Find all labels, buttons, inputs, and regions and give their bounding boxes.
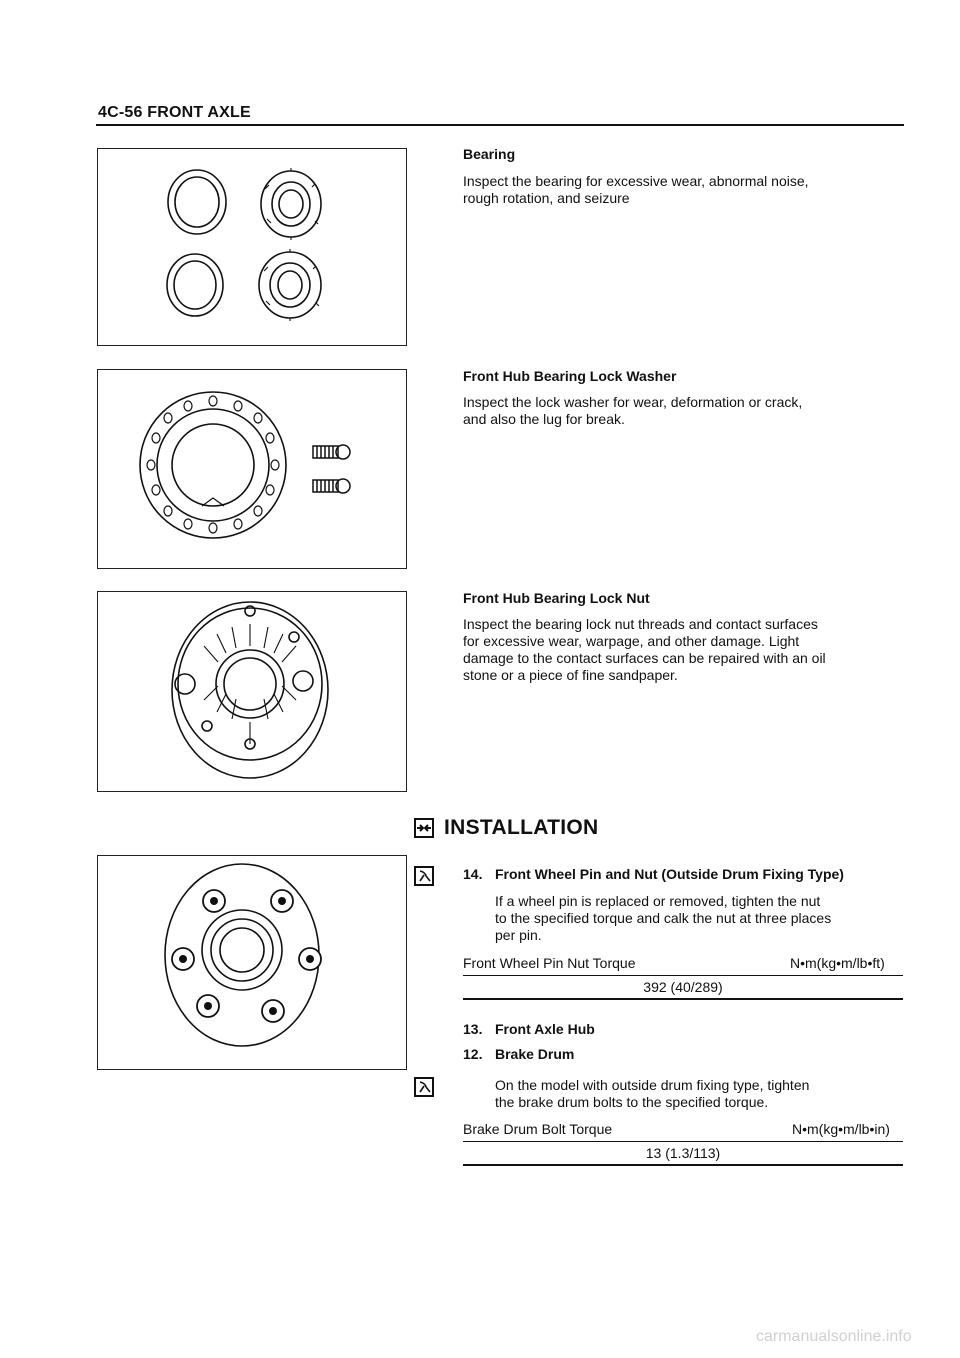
text-line: damage to the contact surfaces can be repaired with an oil bbox=[463, 650, 826, 666]
step-12-title: Brake Drum bbox=[495, 1046, 575, 1062]
torque-table-rule bbox=[463, 1141, 903, 1142]
text-line: stone or a piece of fine sandpaper. bbox=[463, 667, 678, 683]
bearing-figure bbox=[97, 148, 407, 346]
pin-nut-torque-label: Front Wheel Pin Nut Torque bbox=[463, 955, 636, 971]
lock-nut-figure bbox=[97, 591, 407, 792]
step-13-number: 13. bbox=[463, 1021, 483, 1037]
text-line: Inspect the bearing for excessive wear, abnormal noise, bbox=[463, 173, 809, 189]
lock-nut-heading: Front Hub Bearing Lock Nut bbox=[463, 590, 650, 606]
text-line: for excessive wear, warpage, and other damage. Light bbox=[463, 633, 800, 649]
text-line: Inspect the bearing lock nut threads and contact surfaces bbox=[463, 616, 818, 632]
step-12-text bbox=[495, 1077, 809, 1111]
lock-washer-heading: Front Hub Bearing Lock Washer bbox=[463, 368, 677, 384]
text-line: per pin. bbox=[495, 927, 542, 943]
torque-wrench-icon bbox=[414, 866, 434, 886]
bearing-text bbox=[463, 173, 809, 207]
step-12-number: 12. bbox=[463, 1046, 483, 1062]
torque-table-bottom-rule bbox=[463, 1164, 903, 1166]
step-14-number: 14. bbox=[463, 866, 483, 882]
lock-nut-illustration bbox=[98, 592, 406, 791]
lock-washer-text bbox=[463, 394, 802, 428]
lock-nut-text bbox=[463, 616, 826, 684]
bearing-heading: Bearing bbox=[463, 146, 516, 162]
installation-icon bbox=[414, 818, 434, 838]
step-14-title: Front Wheel Pin and Nut (Outside Drum Fixing Type) bbox=[495, 866, 844, 882]
text-line: to the specified torque and calk the nut at three places bbox=[495, 910, 832, 926]
lock-washer-figure bbox=[97, 369, 407, 569]
page-title: 4C-56 FRONT AXLE bbox=[98, 104, 251, 121]
step-14-text bbox=[495, 893, 831, 944]
drum-bolt-torque-value: 13 (1.3/113) bbox=[645, 1145, 721, 1161]
text-line: rough rotation, and seizure bbox=[463, 190, 630, 206]
step-13-title: Front Axle Hub bbox=[495, 1021, 595, 1037]
drum-bolt-torque-label: Brake Drum Bolt Torque bbox=[463, 1121, 613, 1137]
header-rule bbox=[96, 124, 904, 126]
bearing-illustration bbox=[98, 149, 406, 345]
text-line: the brake drum bolts to the specified torque. bbox=[495, 1094, 769, 1110]
drum-bolt-torque-unit: N•m(kg•m/lb•in) bbox=[792, 1121, 890, 1137]
torque-wrench-icon bbox=[414, 1077, 434, 1097]
text-line: If a wheel pin is replaced or removed, tighten the nut bbox=[495, 893, 821, 909]
lock-washer-illustration bbox=[98, 370, 406, 568]
installation-heading: INSTALLATION bbox=[444, 816, 599, 839]
torque-table-rule bbox=[463, 975, 903, 976]
pin-nut-torque-unit: N•m(kg•m/lb•ft) bbox=[790, 955, 885, 971]
watermark: carmanualsonline.info bbox=[756, 1328, 912, 1345]
pin-nut-torque-value: 392 (40/289) bbox=[643, 979, 723, 995]
text-line: On the model with outside drum fixing type, tighten bbox=[495, 1077, 810, 1093]
torque-table-bottom-rule bbox=[463, 998, 903, 1000]
front-hub-figure bbox=[97, 855, 407, 1070]
text-line: and also the lug for break. bbox=[463, 411, 625, 427]
front-hub-illustration bbox=[98, 856, 406, 1069]
text-line: Inspect the lock washer for wear, deformation or crack, bbox=[463, 394, 803, 410]
